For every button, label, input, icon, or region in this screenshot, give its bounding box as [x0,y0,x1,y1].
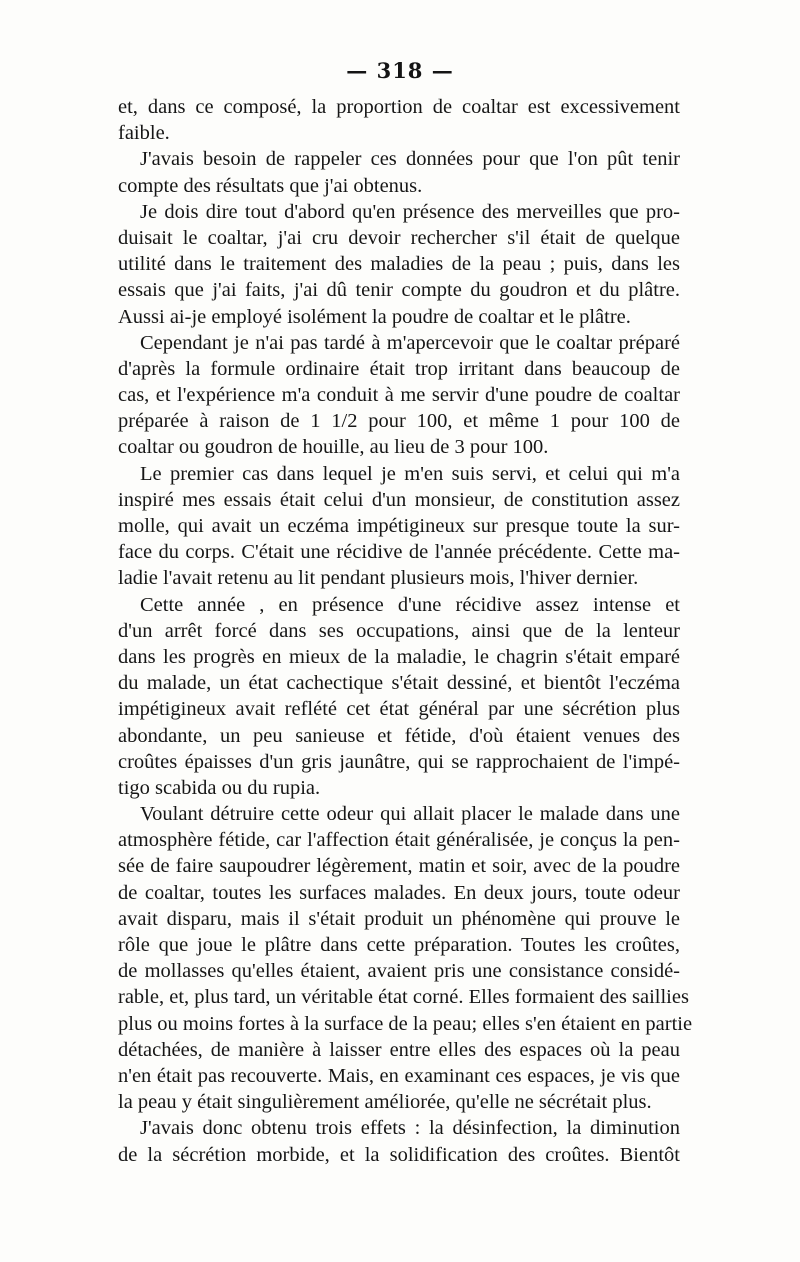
text-line: duisait le coaltar, j'ai cru devoir rechercher s'il était de quelque [118,226,680,249]
text-line: détachées, de manière à laisser entre elles des espaces où la peau [118,1038,680,1061]
text-line: inspiré mes essais était celui d'un monsieur, de constitution assez [118,488,680,511]
text-line: Cependant je n'ai pas tardé à m'apercevoir que le coaltar préparé [140,331,680,354]
text-line: essais que j'ai faits, j'ai dû tenir compte du goudron et du plâtre. [118,279,680,302]
text-line: molle, qui avait un eczéma impétigineux sur presque toute la sur- [118,515,680,537]
text-line: rable, et, plus tard, un véritable état corné. Elles formaient des saillies [118,986,689,1009]
body-text [118,94,693,1168]
text-line: sée de faire saupoudrer légèrement, matin et soir, avec de la poudre [118,855,680,878]
text-line: rôle que joue le plâtre dans cette préparation. Toutes les croûtes, [118,934,680,956]
text-line: du malade, un état cachectique s'était dessiné, et bientôt l'eczéma [118,672,680,695]
text-line: Cette année , en présence d'une récidive assez intense et [140,593,680,616]
text-line: faible. [118,122,170,145]
text-line: de mollasses qu'elles étaient, avaient pris une consistance considé- [118,960,680,983]
text-line: plus ou moins fortes à la surface de la peau; elles s'en étaient en partie [118,1012,693,1035]
text-line: atmosphère fétide, car l'affection était généralisée, je conçus la pen- [118,829,680,852]
text-line: préparée à raison de 1 1/2 pour 100, et même 1 pour 100 de [118,410,680,433]
text-line: croûtes épaisses d'un gris jaunâtre, qui se rapprochaient de l'impé- [118,750,680,773]
text-line: coaltar ou goudron de houille, au lieu de 3 pour 100. [118,436,549,459]
page-number: — 318 — [346,58,454,83]
text-line: J'avais besoin de rappeler ces données pour que l'on pût tenir [140,148,680,171]
text-line: abondante, un peu sanieuse et fétide, d'où étaient venues des [118,724,680,747]
text-line: Le premier cas dans lequel je m'en suis servi, et celui qui m'a [140,462,680,485]
text-line: d'après la formule ordinaire était trop irritant dans beaucoup de [118,357,680,380]
text-line: cas, et l'expérience m'a conduit à me servir d'une poudre de coaltar [118,384,680,407]
text-line: compte des résultats que j'ai obtenus. [118,174,423,197]
text-line: Voulant détruire cette odeur qui allait placer le malade dans une [140,803,680,826]
text-line: de la sécrétion morbide, et la solidification des croûtes. Bientôt [118,1143,680,1166]
text-line: avait disparu, mais il s'était produit un phénomène qui prouve le [118,907,680,930]
text-line: face du corps. C'était une récidive de l'année précédente. Cette ma- [118,541,680,564]
text-line: d'un arrêt forcé dans ses occupations, ainsi que de la lenteur [118,619,680,642]
text-line: J'avais donc obtenu trois effets : la désinfection, la diminution [140,1117,680,1140]
text-line: tigo scabida ou du rupia. [118,776,321,799]
text-line: Aussi ai-je employé isolément la poudre de coaltar et le plâtre. [118,305,631,328]
text-line: et, dans ce composé, la proportion de coaltar est excessivement [118,96,680,118]
text-line: utilité dans le traitement des maladies de la peau ; puis, dans les [118,253,680,276]
text-line: impétigineux avait reflété cet état général par une sécrétion plus [118,698,680,721]
text-line: dans les progrès en mieux de la maladie, le chagrin s'était emparé [118,645,680,668]
text-line: de coaltar, toutes les surfaces malades. En deux jours, toute odeur [118,881,680,904]
text-line: ladie l'avait retenu au lit pendant plusieurs mois, l'hiver dernier. [118,567,639,590]
text-line: la peau y était singulièrement améliorée, qu'elle ne sécrétait plus. [118,1091,652,1114]
text-line: n'en était pas recouverte. Mais, en examinant ces espaces, je vis que [118,1064,680,1087]
text-line: Je dois dire tout d'abord qu'en présence des merveilles que pro- [140,200,680,223]
